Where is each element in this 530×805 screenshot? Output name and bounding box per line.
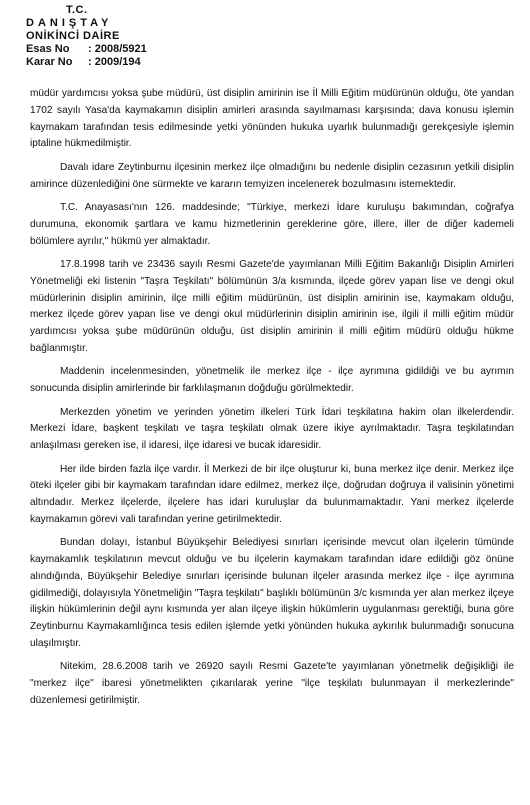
tc-heading: T.C. [66,4,88,16]
esas-value: : 2008/5921 [88,43,147,55]
paragraph-9: Nitekim, 28.6.2008 tarih ve 26920 sayılı Resmi Gazete'te yayımlanan yönetmelik değişikliği ile "merkez ilçe" ibaresi yönetmelikten çıkarılarak yerine "ilçe teşkilatı bulunmayan il merkezlerinde" düzenlemesi getirilmiştir. [30,661,514,707]
paragraph-2: Davalı idare Zeytinburnu ilçesinin merkez ilçe olmadığını bu nedenle disiplin cezasının yetkili disiplin amirince düzenlediğini öne sürmekte ve kararın temyizen incelenerek bozulmasını istemektedir. [30,161,514,190]
karar-row [26,56,326,69]
document-body [30,86,514,716]
court-name: DANIŞTAY [26,17,113,29]
paragraph-5: Maddenin incelenmesinden, yönetmelik ile merkez ilçe - ilçe ayrımına gidildiği ve bu ayrımın sonucunda disiplin amirlerinde bir farklılaşmanın doğduğu görülmektedir. [30,366,514,395]
paragraph-4: 17.8.1998 tarih ve 23436 sayılı Resmi Gazete'de yayımlanan Milli Eğitim Bakanlığı Disiplin Amirleri Yönetmeliği eki listenin "Taşra Teşkilatı" bölümünün 3/a kısmında, ilçede görev yapan lise ve dengi okul müdürlerinin disiplin amirinin, ilçe milli eğitim müdürünün, üst disiplin amirinin ise, kaymakam olduğu, merkez ilçede görev yapan lise ve dengi okul müdürlerinin disiplin amirinin ise, ilgili il milli eğitim müdür yardımcısı yoksa şube müdürünün olduğu, üst disiplin amirinin il milli eğitim müdürü olduğu hükme bağlanmıştır. [30,258,514,354]
chamber-name: ONİKİNCİ DAİRE [26,30,120,42]
document-header [26,4,326,69]
paragraph-8: Bundan dolayı, İstanbul Büyükşehir Belediyesi sınırları içerisinde mevcut olan ilçelerin tümünde kaymakamlık teşkilatının mevcut olduğu ve bu ilçelerin kaymakam tarafından idare edildiği göz önüne alındığında, Büyükşehir Belediye sınırları içerisinde bulunan ilçeler arasında merkez ilçe - ilçe ayrımına gidilmediği, dolayısıyla Yönetmeliğin "Taşra teşkilatı" başlıklı bölümünün 3/c kısmında yer alan merkez ilçeye ilişkin hükümlerinin değil aynı kısmında yer alan ilçeye ilişkin hükümlerin uygulanması gerektiği, buna göre Zeytinburnu Kaymakamlığınca tesis edilen işlemde yetki yönünden hukuka aykırılık bulunmadığı sonucuna ulaşılmıştır. [30,537,514,650]
esas-label: Esas No [26,43,70,55]
karar-label: Karar No [26,56,73,68]
paragraph-7: Her ilde birden fazla ilçe vardır. İl Merkezi de bir ilçe oluşturur ki, buna merkez ilçe denir. Merkez ilçe öteki ilçeler gibi bir kaymakam tarafından idare edilmez, merkez ilçe, doğrudan doğruya il valisinin yönetimi altındadır. Merkez ilçelerde, ilçelere has idari kuruluşlar da bulunmamaktadır. Yani merkez ilçelerde kaymakamın görevi vali tarafından yerine getirilmektedir. [30,463,514,525]
paragraph-3: T.C. Anayasası'nın 126. maddesinde; "Türkiye, merkezi İdare kuruluşu bakımından, coğrafya durumuna, ekonomik şartlara ve kamu hizmetlerinin gereklerine göre, illere, iller de diğer kademeli bölümlere ayrılır," hükmü yer almaktadır. [30,201,514,247]
paragraph-1: müdür yardımcısı yoksa şube müdürü, üst disiplin amirinin ise İl Milli Eğitim müdürünün olduğu, öte yandan 1702 sayılı Yasa'da kaymakamın disiplin amirleri arasında sayılmaması karşısında; dava konusu işlemin kaymakam tarafından tesis edilmesinde yetki yönünden hukuka uyarlık bulunmadığı gerekçesiyle işlemin iptaline hükmedilmiştir. [30,88,514,150]
karar-value: : 2009/194 [88,56,141,68]
esas-row [26,43,326,56]
paragraph-6: Merkezden yönetim ve yerinden yönetim ilkeleri Türk İdari teşkilatına hakim olan ilkelerdendir. Merkezi İdare, başkent teşkilatı ve taşra teşkilatı olmak üzere ikiye ayrılmaktadır. Taşra teşkilatından anlaşılması gereken ise, il idaresi, ilçe idaresi ve bucak idaresidir. [30,406,514,452]
